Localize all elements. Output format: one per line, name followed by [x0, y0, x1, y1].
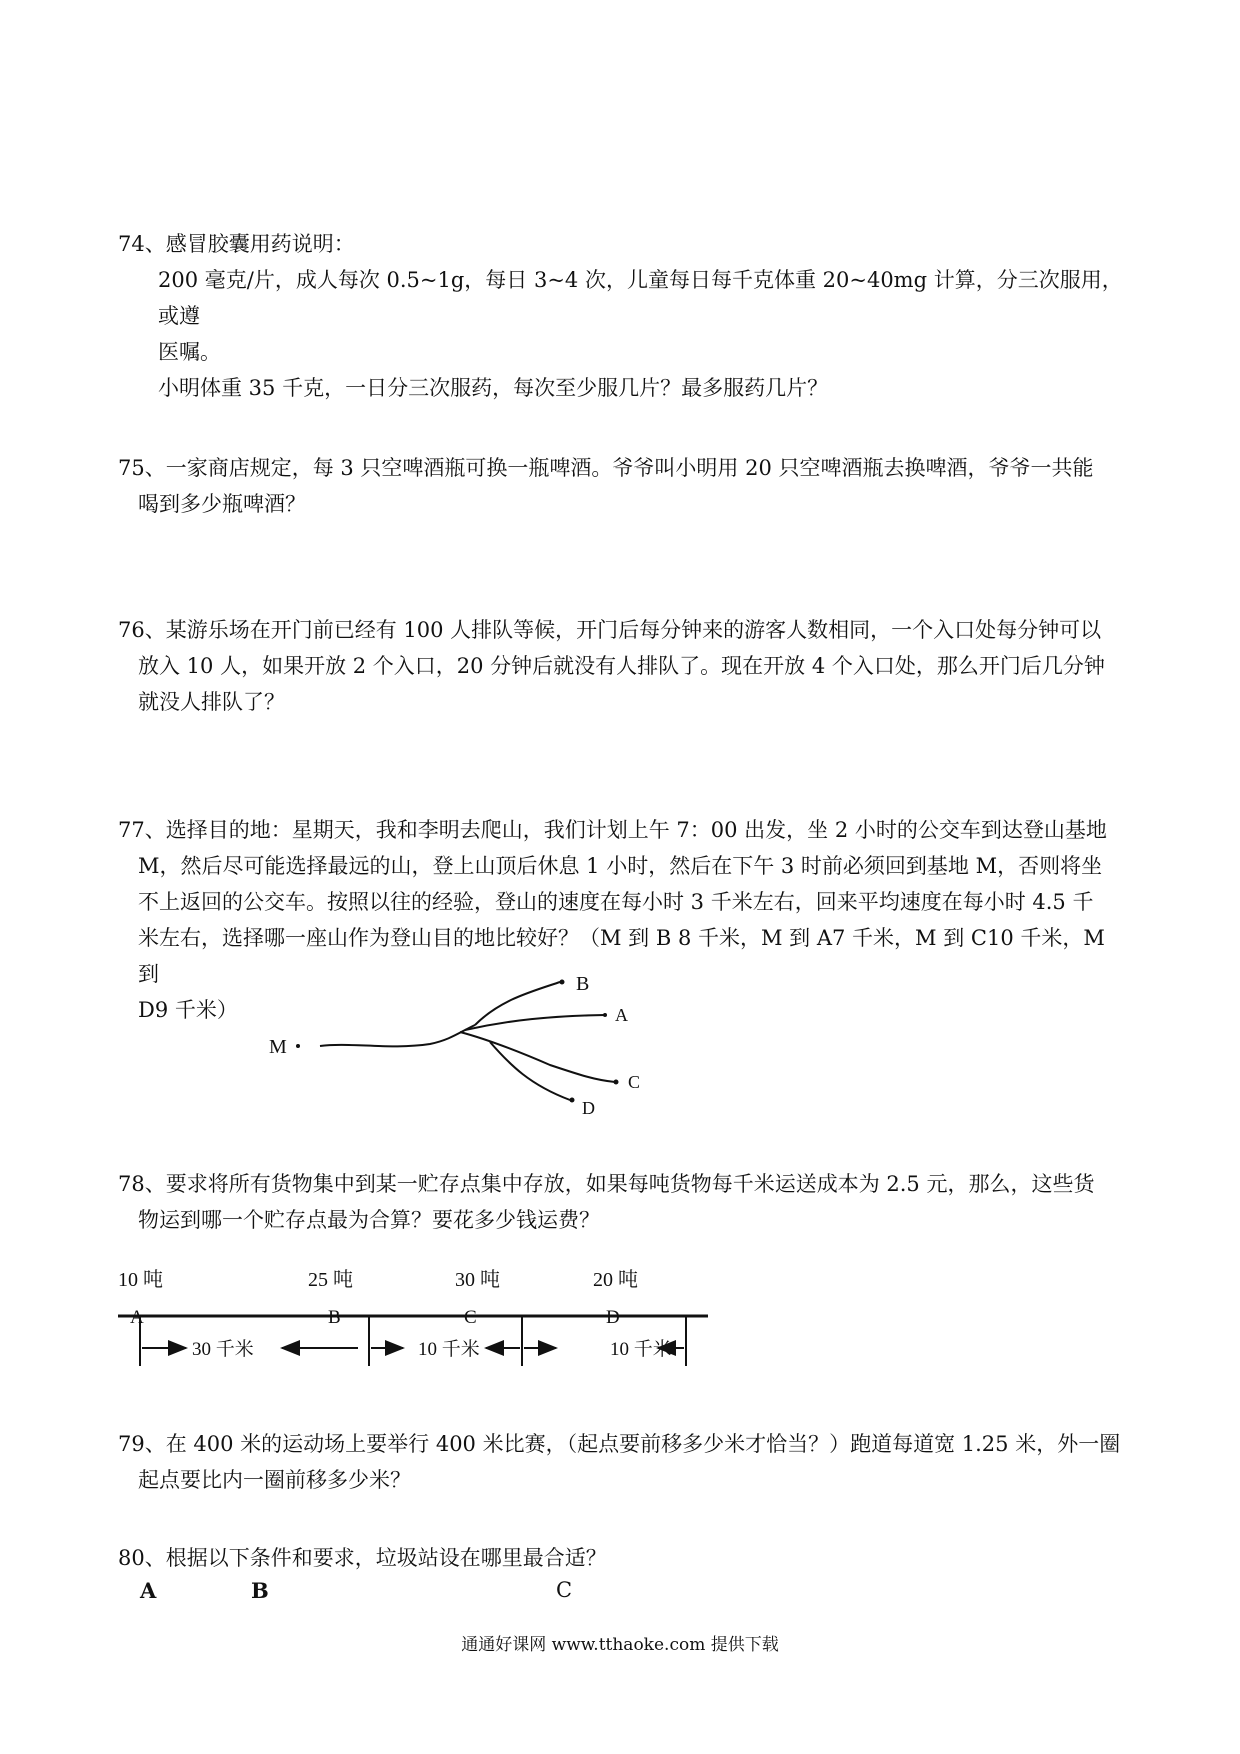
question-74 — [118, 226, 1128, 406]
q74-line2: 医嘱。 — [158, 340, 221, 364]
q77-line4: 米左右，选择哪一座山作为登山目的地比较好？（M 到 B 8 千米，M 到 A7 千米，M 到 C10 千米，M 到 — [138, 926, 1105, 986]
q77-line3: 不上返回的公交车。按照以往的经验，登山的速度在每小时 3 千米左右，回来平均速度在每小时 4.5 千 — [138, 890, 1094, 914]
q76-line2: 放入 10 人，如果开放 2 个入口，20 分钟后就没有人排队了。现在开放 4 个入口处，那么开门后几分钟 — [138, 654, 1105, 678]
path-to-c — [460, 1032, 615, 1082]
mountain-route-diagram — [260, 970, 680, 1130]
weight-d: 20 吨 — [593, 1269, 638, 1291]
q75-line1: 75、一家商店规定，每 3 只空啤酒瓶可换一瓶啤酒。爷爷叫小明用 20 只空啤酒瓶去换啤酒，爷爷一共能 — [118, 456, 1094, 480]
weight-c: 30 吨 — [455, 1269, 500, 1291]
distance-ab: 30 千米 — [192, 1339, 254, 1360]
q78-line1: 78、要求将所有货物集中到某一贮存点集中存放，如果每吨货物每千米运送成本为 2.5 元，那么，这些货 — [118, 1172, 1095, 1196]
storage-point-diagram — [110, 1262, 730, 1372]
question-75 — [118, 450, 1128, 522]
path-trunk — [320, 1025, 475, 1046]
point-d: D — [606, 1307, 620, 1328]
peak-c-point — [614, 1080, 619, 1085]
label-d: D — [582, 1098, 595, 1118]
q80-line1: 80、根据以下条件和要求，垃圾站设在哪里最合适？ — [118, 1546, 607, 1570]
distance-bc: 10 千米 — [418, 1339, 480, 1360]
q77-line2: M，然后尽可能选择最远的山，登上山顶后休息 1 小时，然后在下午 3 时前必须回到基地 M，否则将坐 — [138, 854, 1103, 878]
q80-point-a: A — [140, 1578, 157, 1603]
question-78 — [118, 1166, 1128, 1238]
peak-a-point — [603, 1013, 607, 1017]
q78-line2: 物运到哪一个贮存点最为合算？要花多少钱运费？ — [138, 1208, 600, 1232]
q77-line5: D9 千米） — [138, 998, 238, 1022]
q79-line1: 79、在 400 米的运动场上要举行 400 米比赛，（起点要前移多少米才恰当？）跑道每道宽 1.25 米，外一圈 — [118, 1432, 1121, 1456]
weight-a: 10 吨 — [118, 1269, 163, 1291]
path-to-d — [490, 1042, 570, 1100]
peak-d-point — [570, 1098, 575, 1103]
q77-line1: 77、选择目的地：星期天，我和李明去爬山，我们计划上午 7：00 出发，坐 2 小时的公交车到达登山基地 — [118, 818, 1107, 842]
point-c: C — [464, 1307, 477, 1328]
q74-line1: 200 毫克/片，成人每次 0.5~1g，每日 3~4 次，儿童每日每千克体重 20~40mg 计算，分三次服用，或遵 — [158, 268, 1123, 328]
q79-line2: 起点要比内一圈前移多少米？ — [138, 1468, 411, 1492]
q75-line2: 喝到多少瓶啤酒？ — [138, 492, 306, 516]
page-footer: 通通好课网 www.tthaoke.com 提供下载 — [461, 1635, 779, 1655]
q80-point-c: C — [556, 1578, 573, 1602]
weight-b: 25 吨 — [308, 1269, 353, 1291]
path-to-a — [465, 1015, 605, 1030]
question-79 — [118, 1426, 1128, 1498]
q74-title: 74、感冒胶囊用药说明： — [118, 232, 355, 256]
label-a: A — [615, 1005, 628, 1025]
point-a: A — [130, 1307, 144, 1328]
label-c: C — [628, 1072, 641, 1092]
point-b: B — [328, 1307, 341, 1328]
label-m: M — [269, 1036, 287, 1058]
distance-cd: 10 千米 — [610, 1339, 672, 1360]
question-80 — [118, 1540, 1128, 1576]
q76-line1: 76、某游乐场在开门前已经有 100 人排队等候，开门后每分钟来的游客人数相同，一个入口处每分钟可以 — [118, 618, 1102, 642]
q74-line3: 小明体重 35 千克，一日分三次服药，每次至少服几片？最多服药几片？ — [158, 376, 829, 400]
base-m-point — [296, 1044, 300, 1048]
label-b: B — [576, 973, 590, 995]
peak-b-point — [560, 980, 565, 985]
question-76 — [118, 612, 1128, 720]
q80-point-b: B — [251, 1578, 269, 1603]
q76-line3: 就没人排队了？ — [138, 690, 285, 714]
